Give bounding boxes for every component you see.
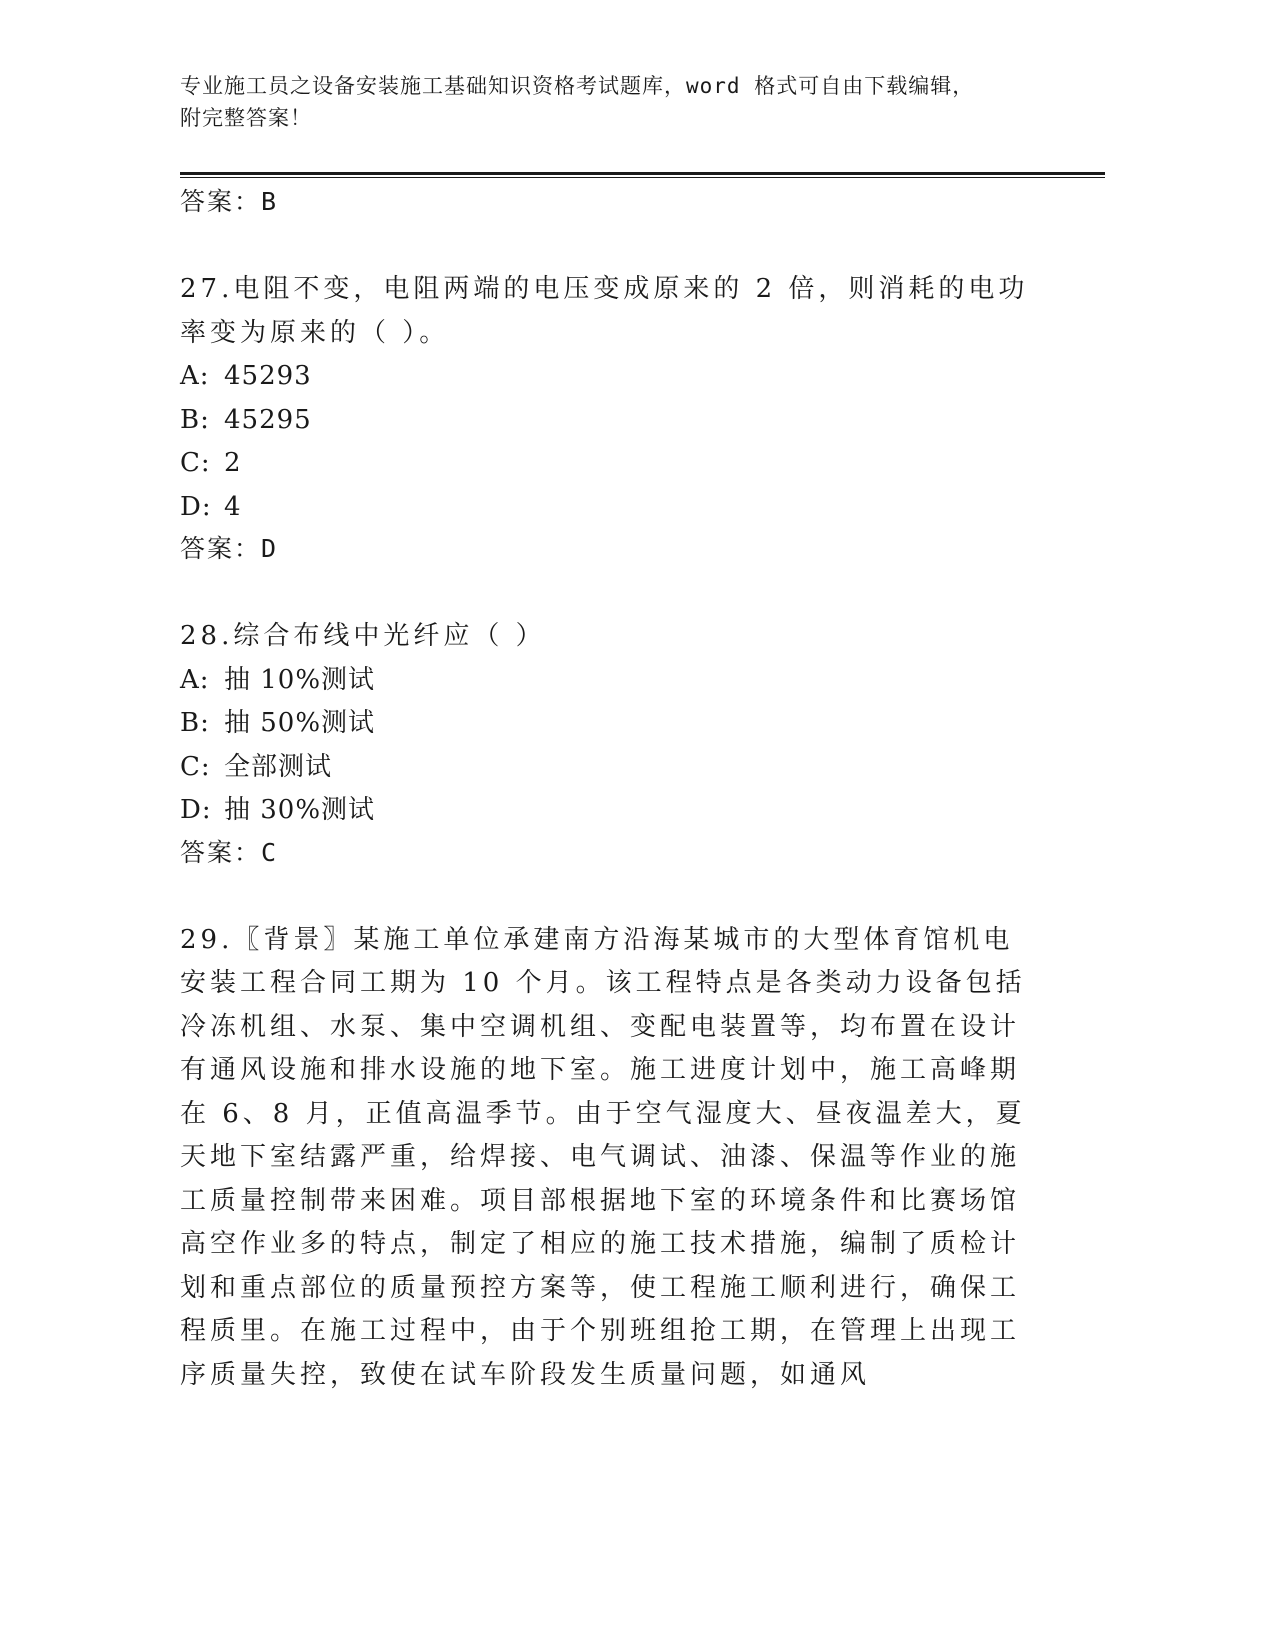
option-text: 全部测试 — [224, 751, 333, 782]
answer-line: 答案：C — [180, 837, 279, 867]
option-letter: C: — [180, 448, 211, 478]
option-letter: B: — [180, 404, 210, 435]
answer-line: 答案：D — [180, 534, 279, 563]
spacer — [180, 873, 1030, 919]
option-text: 4 — [224, 491, 242, 522]
header-line-2: 附完整答案！ — [180, 106, 312, 130]
option-d — [180, 789, 1030, 833]
question-text: 27.电阻不变，电阻两端的电压变成原来的 2 倍，则消耗的电功率变为原来的（ ）。 — [180, 274, 1029, 348]
option-letter: A: — [180, 664, 210, 695]
option-text: 2 — [224, 448, 242, 478]
question-text: 29.〖背景〗某施工单位承建南方沿海某城市的大型体育馆机电安装工程合同工期为 10 个月。该工程特点是各类动力设备包括冷冻机组、水泵、集中空调机组、变配电装置等，均布置在设计有通风设施和排水设施的地下室。施工进度计划中，施工高峰期在 6、8 月，正值高温季节。由于空气湿度大、昼夜温差大，夏天地下室结露严重，给焊接、电气调试、油漆、保温等作业的施工质量控制带来困难。项目部根据地下室的环境条件和比赛场馆高空作业多的特点，制定了相应的施工技术措施，编制了质检计划和重点部位的质量预控方案等，使工程施工顺利进行，确保工程质里。在施工过程中，由于个别班组抢工期，在管理上出现工序质量失控，致使在试车阶段发生质量问题，如通风 — [180, 924, 1026, 1390]
question-list — [180, 182, 1030, 1397]
answer-line: 答案：B — [180, 187, 279, 216]
option-a — [180, 355, 1030, 399]
header-line-1: 专业施工员之设备安装施工基础知识资格考试题库，word 格式可自由下载编辑， — [180, 74, 975, 98]
option-b — [180, 702, 1030, 746]
option-text: 45295 — [224, 404, 312, 435]
question-block-27 — [180, 268, 1030, 569]
option-text: 抽 30%测试 — [224, 795, 376, 825]
option-letter: C: — [180, 751, 211, 782]
option-text: 45293 — [224, 361, 312, 391]
header-divider-thick — [180, 172, 1105, 175]
question-block-28 — [180, 615, 1030, 873]
option-letter: B: — [180, 708, 210, 738]
spacer — [180, 569, 1030, 615]
option-a — [180, 659, 1030, 703]
page-header — [180, 70, 1040, 134]
question-block-29 — [180, 919, 1030, 1398]
option-b — [180, 399, 1030, 443]
option-text: 抽 10%测试 — [224, 664, 376, 695]
option-text: 抽 50%测试 — [224, 708, 376, 738]
spacer — [180, 222, 1030, 268]
option-letter: D: — [180, 491, 212, 522]
option-c — [180, 746, 1030, 790]
header-divider-thin — [180, 177, 1105, 178]
option-letter: D: — [180, 795, 212, 825]
option-letter: A: — [180, 361, 210, 391]
option-d — [180, 486, 1030, 530]
option-c — [180, 442, 1030, 486]
question-text: 28.综合布线中光纤应（ ） — [180, 621, 546, 651]
